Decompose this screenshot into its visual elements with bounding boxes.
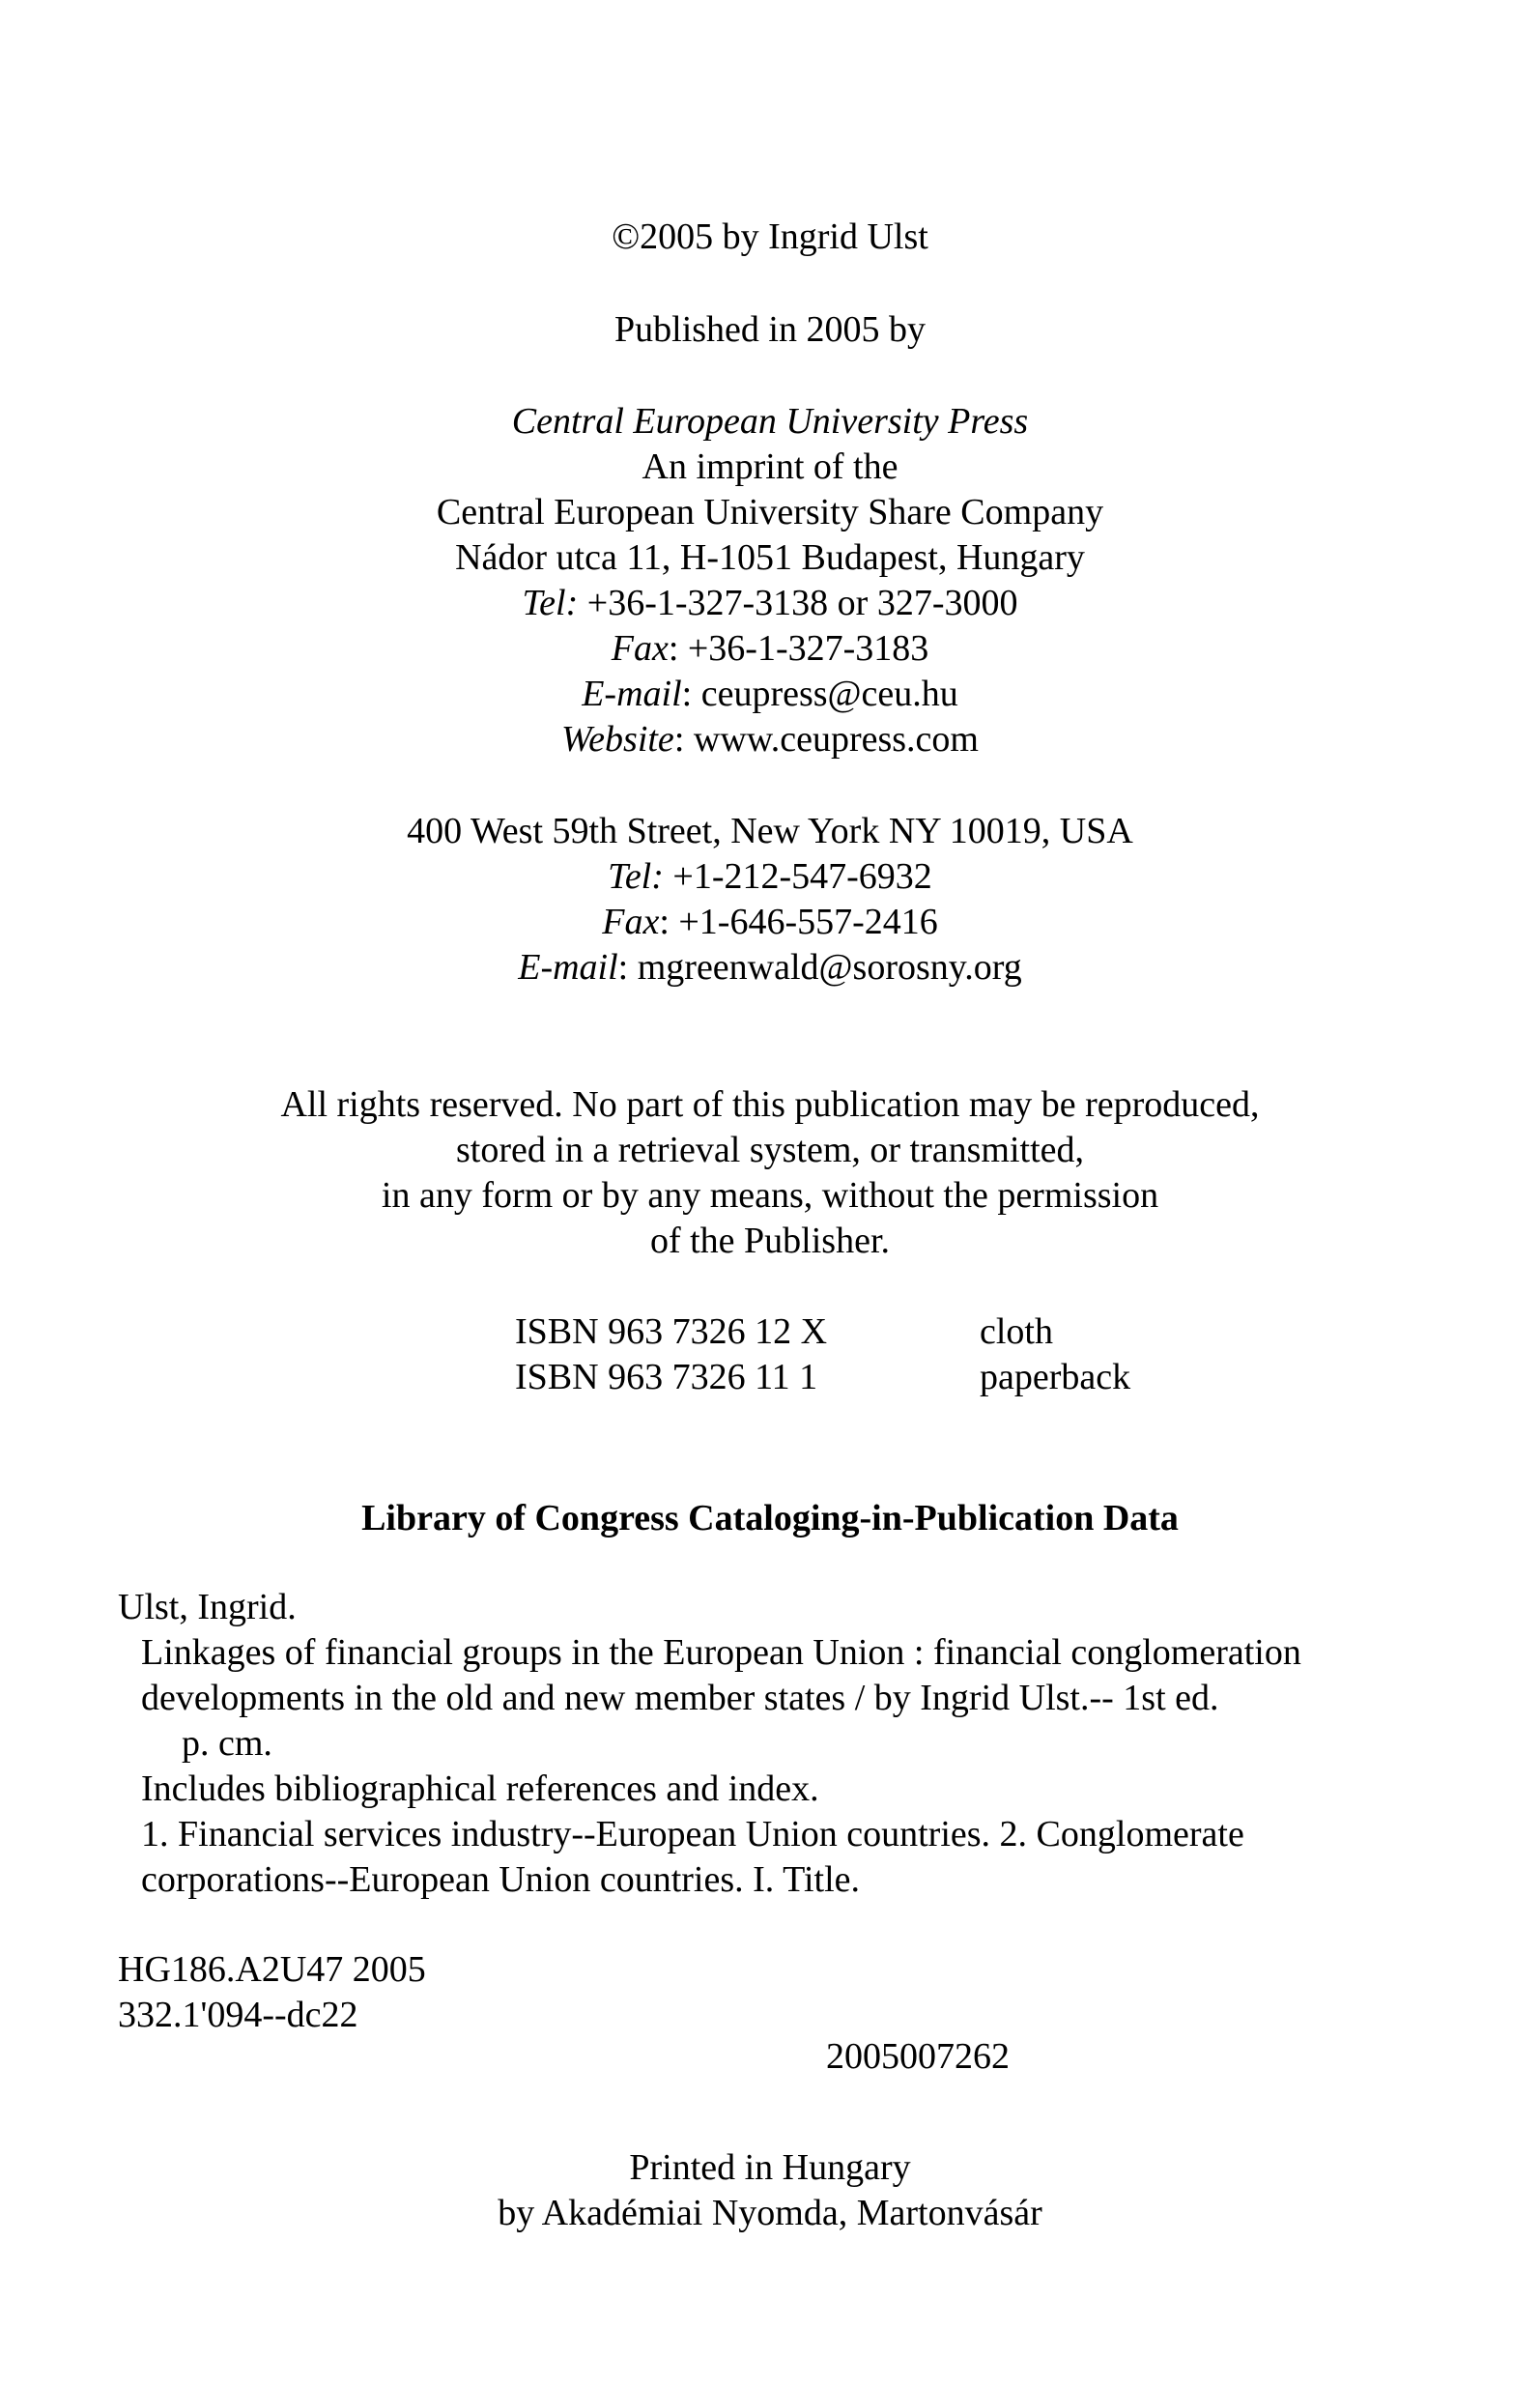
cip-pages: p. cm. (182, 1723, 272, 1764)
rights-line: stored in a retrieval system, or transmitted, (455, 1130, 1085, 1170)
isbn-binding: cloth (980, 1311, 1053, 1352)
us-office-tel (0, 854, 1540, 900)
email-value: : ceupress@ceu.hu (681, 674, 958, 714)
dewey-classification: 332.1'094--dc22 (118, 1995, 358, 2035)
email-label: E-mail (582, 674, 682, 714)
published-line: Published in 2005 by (614, 309, 926, 350)
cip-author: Ulst, Ingrid. (118, 1587, 297, 1627)
printing-info (0, 2145, 1540, 2236)
publisher-fax (0, 626, 1540, 672)
cip-record (118, 1585, 1301, 1903)
us-office-fax (0, 900, 1540, 945)
cip-title-line: Linkages of financial groups in the European Union : financial conglomeration (141, 1632, 1301, 1673)
isbn-number: ISBN 963 7326 12 X (515, 1311, 828, 1352)
fax-value: : +36-1-327-3183 (668, 628, 929, 669)
cip-title-line: developments in the old and new member states / by Ingrid Ulst.-- 1st ed. (141, 1678, 1219, 1718)
website-value: : www.ceupress.com (673, 719, 979, 760)
us-office-address: 400 West 59th Street, New York NY 10019, USA (407, 811, 1133, 851)
tel-value: +1-212-547-6932 (663, 856, 932, 897)
isbn-table (515, 1309, 1130, 1400)
email-label: E-mail (518, 947, 618, 988)
cip-notes: Includes bibliographical references and index. (141, 1768, 819, 1809)
lc-classification: HG186.A2U47 2005 (118, 1949, 426, 1990)
us-office-block (0, 809, 1540, 991)
isbn-row (515, 1355, 1130, 1400)
publisher-tel (0, 581, 1540, 626)
tel-label: Tel: (522, 583, 579, 623)
us-office-email (0, 945, 1540, 991)
copyright-notice: ©2005 by Ingrid Ulst (612, 216, 928, 257)
imprint-line: An imprint of the (642, 446, 898, 487)
rights-line: in any form or by any means, without the permission (381, 1175, 1159, 1216)
rights-line: All rights reserved. No part of this publication may be reproduced, (280, 1084, 1260, 1125)
publisher-address: Nádor utca 11, H-1051 Budapest, Hungary (455, 537, 1085, 578)
imprint-company: Central European University Share Company (436, 492, 1104, 532)
website-label: Website (561, 719, 674, 760)
rights-line: of the Publisher. (649, 1221, 891, 1261)
fax-label: Fax (611, 628, 669, 669)
isbn-binding: paperback (980, 1357, 1131, 1397)
fax-label: Fax (602, 902, 660, 942)
cip-subjects-line: corporations--European Union countries. I. Title. (141, 1859, 861, 1900)
rights-statement (0, 1082, 1540, 1264)
cip-subjects-line: 1. Financial services industry--European Union countries. 2. Conglomerate (141, 1814, 1244, 1854)
fax-value: : +1-646-557-2416 (659, 902, 938, 942)
classification-block (118, 1947, 426, 2038)
email-value: : mgreenwald@sorosny.org (617, 947, 1022, 988)
isbn-number: ISBN 963 7326 11 1 (515, 1357, 818, 1397)
printed-in: Printed in Hungary (629, 2147, 911, 2188)
isbn-row (515, 1309, 1130, 1355)
publisher-email (0, 672, 1540, 717)
printer: by Akadémiai Nyomda, Martonvásár (498, 2193, 1042, 2233)
publisher-name: Central European University Press (511, 401, 1029, 442)
publisher-website (0, 717, 1540, 762)
publisher-block (0, 399, 1540, 762)
cip-heading: Library of Congress Cataloging-in-Publication Data (361, 1498, 1179, 1538)
tel-value: +36-1-327-3138 or 327-3000 (578, 583, 1018, 623)
lccn-number: 2005007262 (826, 2036, 1010, 2077)
tel-label: Tel: (608, 856, 664, 897)
